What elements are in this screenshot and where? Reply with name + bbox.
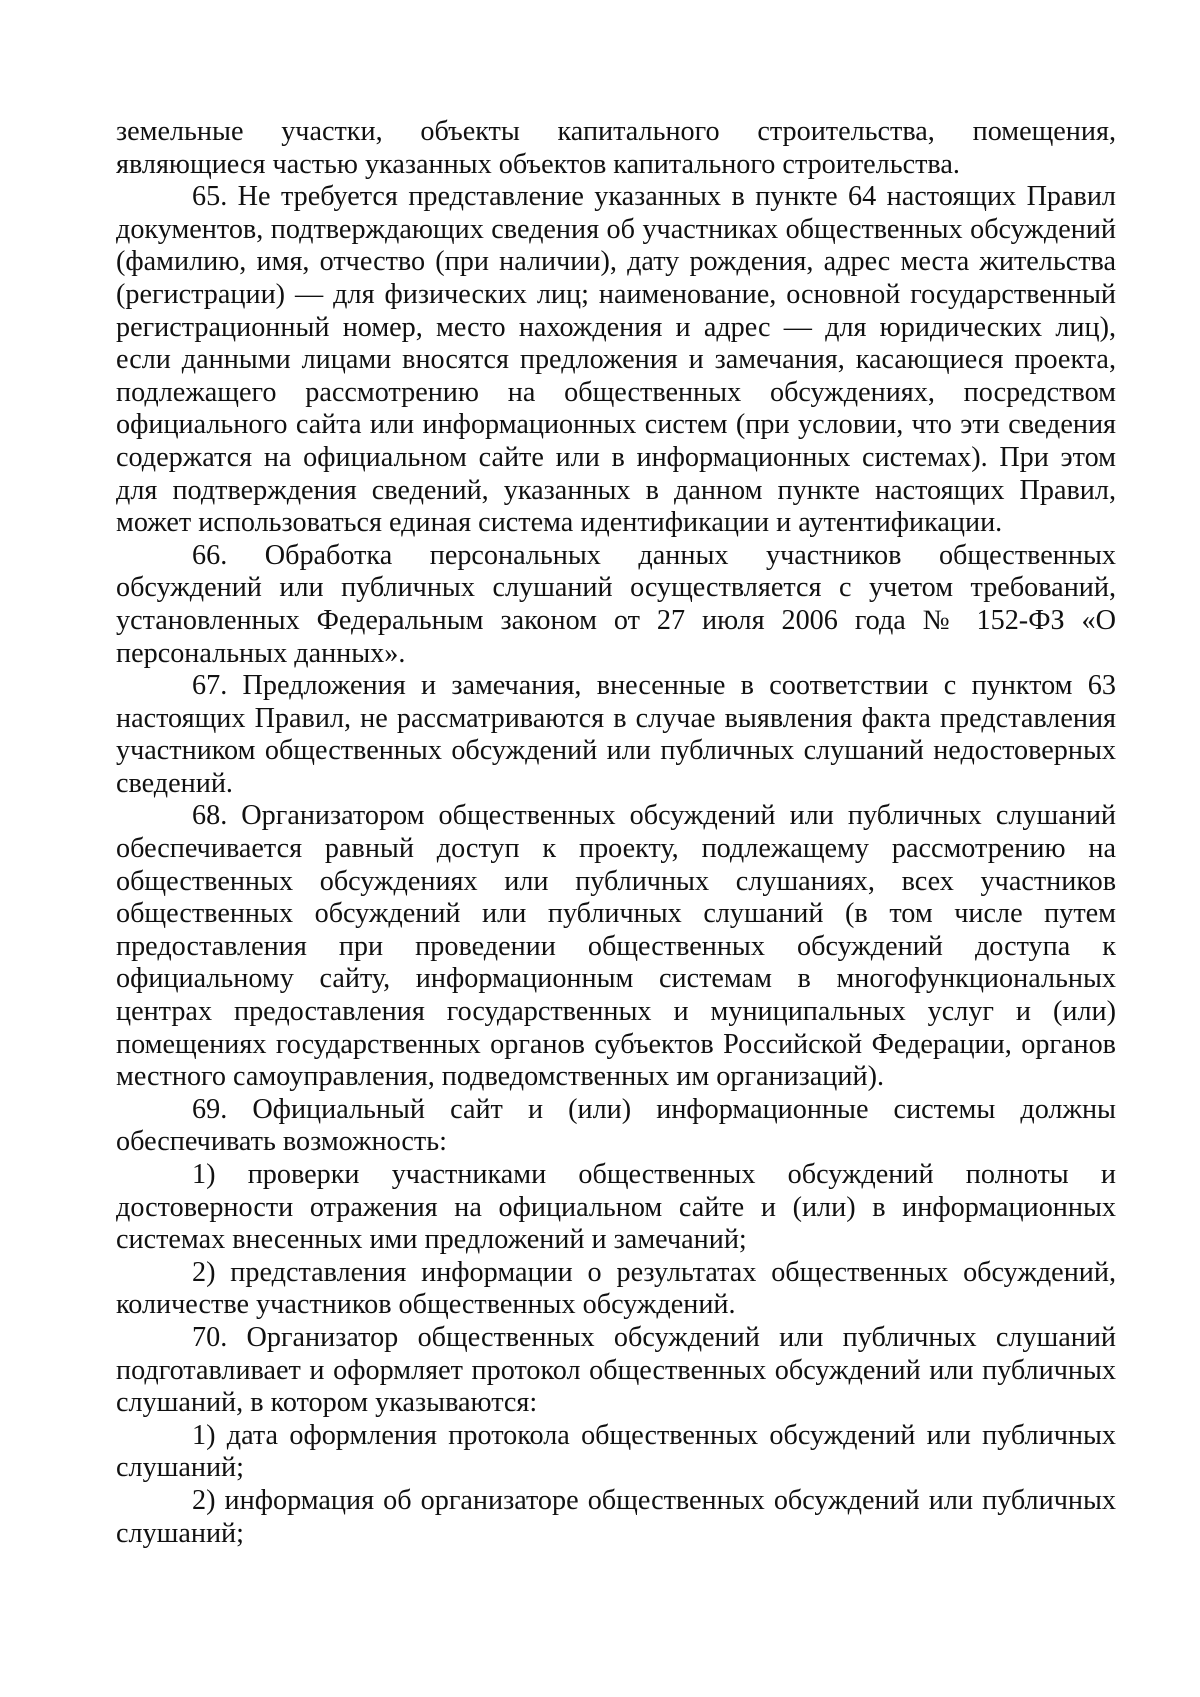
paragraph-69: 69. Официальный сайт и (или) информационные системы должны обеспечивать возможность:: [116, 1093, 1116, 1158]
list-item-70-1: 1) дата оформления протокола общественных обсуждений или публичных слушаний;: [116, 1419, 1116, 1484]
list-item-69-1: 1) проверки участниками общественных обсуждений полноты и достоверности отражения на официальном сайте и (или) в информационных системах внесенных ими предложений и замечаний;: [116, 1159, 1116, 1256]
paragraph-70: 70. Организатор общественных обсуждений или публичных слушаний подготавливает и оформляет протокол общественных обсуждений или публичных слушаний, в котором указываются:: [116, 1321, 1116, 1419]
paragraph-66: 66. Обработка персональных данных участников общественных обсуждений или публичных слушаний осуществляется с учетом требований, установленных Федеральным законом от 27 июля 2006 года № 152-ФЗ «О персональных данных».: [116, 539, 1116, 669]
paragraph-65: 65. Не требуется представление указанных в пункте 64 настоящих Правил документов, подтверждающих сведения об участниках общественных обсуждений (фамилию, имя, отчество (при наличии), дату рождения, адрес места жительства (регистрации) — для физических лиц; наименование, основной государственный регистрационный номер, место нахождения и адрес — для юридических лиц), если данными лицами вносятся предложения и замечания, касающиеся проекта, подлежащего рассмотрению на общественных обсуждениях, посредством официального сайта или информационных систем (при условии, что эти сведения содержатся на официальном сайте или в информационных системах). При этом для подтверждения сведений, указанных в данном пункте настоящих Правил, может использоваться единая система идентификации и аутентификации.: [116, 181, 1116, 539]
list-item-70-2: 2) информация об организаторе общественных обсуждений или публичных слушаний;: [116, 1484, 1116, 1549]
document-page: [116, 116, 1116, 1550]
paragraph-continuation: земельные участки, объекты капитального строительства, помещения, являющиеся частью указанных объектов капитального строительства.: [116, 116, 1116, 180]
list-item-69-2: 2) представления информации о результатах общественных обсуждений, количестве участников общественных обсуждений.: [116, 1256, 1116, 1321]
paragraph-67: 67. Предложения и замечания, внесенные в соответствии с пунктом 63 настоящих Правил, не рассматриваются в случае выявления факта представления участником общественных обсуждений или публичных слушаний недостоверных сведений.: [116, 670, 1116, 799]
paragraph-68: 68. Организатором общественных обсуждений или публичных слушаний обеспечивается равный доступ к проекту, подлежащему рассмотрению на общественных обсуждениях или публичных слушаниях, всех участников общественных обсуждений или публичных слушаний (в том числе путем предоставления при проведении общественных обсуждений доступа к официальному сайту, информационным системам в многофункциональных центрах предоставления государственных и муниципальных услуг и (или) помещениях государственных органов субъектов Российской Федерации, органов местного самоуправления, подведомственных им организаций).: [116, 800, 1116, 1093]
